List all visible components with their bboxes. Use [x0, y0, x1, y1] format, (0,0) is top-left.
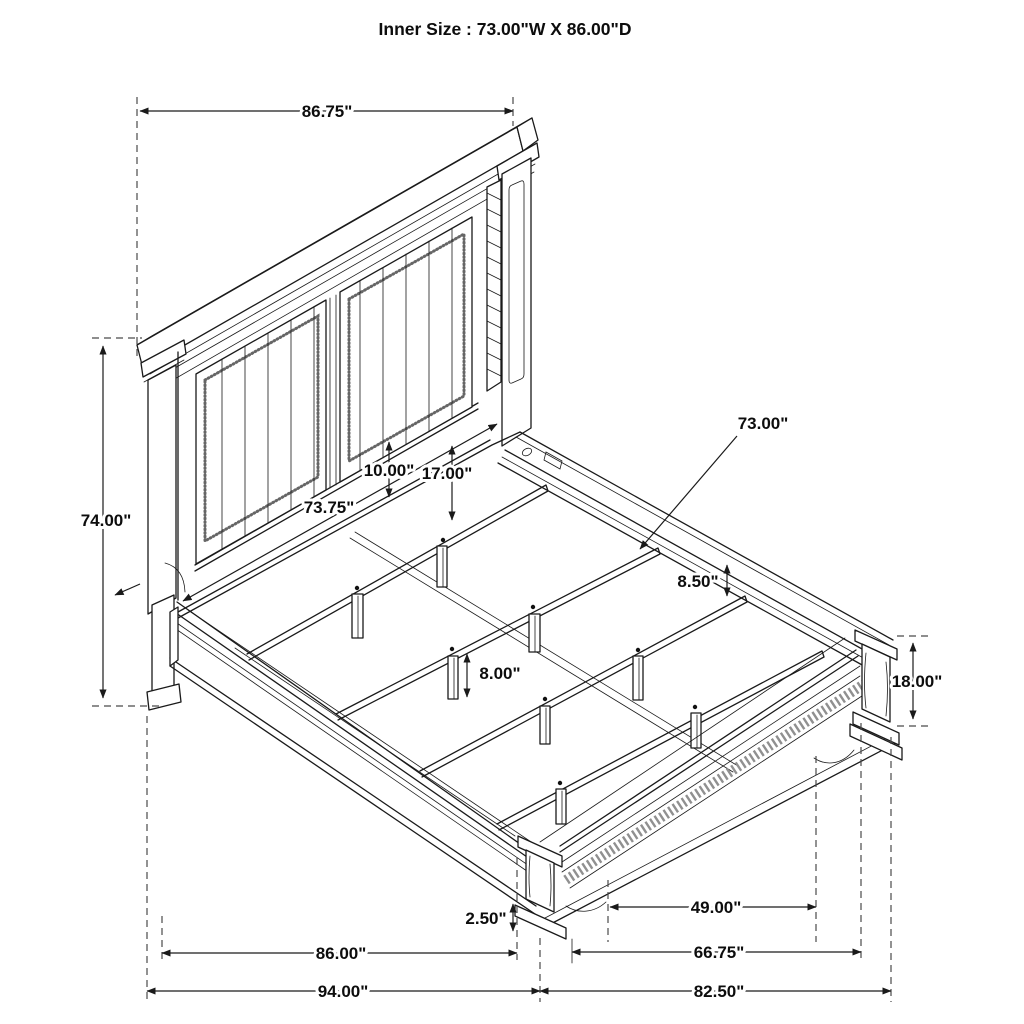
dim-label-overall-depth-right: 82.50" [693, 982, 745, 1001]
headboard-right-panel [340, 217, 472, 482]
dim-label-slat-width: 73.00" [737, 414, 789, 433]
dim-panel-to-slat-height [422, 446, 473, 520]
dim-label-headboard-inner-width: 73.75" [303, 498, 355, 517]
dim-label-overall-depth-left: 94.00" [317, 982, 369, 1001]
rope-column [487, 180, 501, 391]
dim-label-foot-base-height: 2.50" [465, 909, 507, 928]
dim-label-bottom-rail-height: 10.00" [363, 461, 415, 480]
dim-label-panel-to-slat-height: 17.00" [421, 464, 473, 483]
footboard-near-post [515, 836, 566, 939]
dim-overall-depth-right [540, 737, 891, 1002]
dim-label-headboard-height: 74.00" [80, 511, 132, 530]
headboard [137, 118, 539, 710]
dim-slat-width [640, 414, 788, 549]
footboard [515, 630, 902, 939]
headboard-left-panel [196, 300, 326, 564]
far-side-rail [498, 432, 893, 671]
footboard-bracket-far [814, 750, 854, 763]
dim-label-slat-leg-height: 8.00" [479, 664, 521, 683]
dim-label-side-rail-length: 86.00" [315, 944, 367, 963]
dim-label-footboard-height: 18.00" [891, 672, 943, 691]
headboard-left-post [148, 365, 176, 614]
dim-label-footboard-inner-span: 49.00" [690, 898, 742, 917]
assembly-arrow [115, 584, 140, 595]
dim-label-footboard-section-span: 66.75" [693, 943, 745, 962]
dim-label-headboard-width: 86.75" [301, 102, 353, 121]
footboard-far-post [850, 630, 902, 760]
dim-footboard-height [892, 636, 943, 726]
dim-slat-leg-height [467, 654, 521, 697]
near-rail-end-cap [170, 607, 178, 666]
dim-label-rail-to-slat-drop: 8.50" [677, 572, 719, 591]
headboard-right-post [502, 158, 531, 446]
slat-screw-dots [355, 538, 697, 785]
dim-foot-base-height [465, 904, 513, 931]
dim-side-rail-length [162, 858, 517, 963]
near-side-rail [170, 602, 546, 914]
rail-bolt-hole [521, 447, 533, 458]
slat-legs [352, 546, 701, 824]
page-title: Inner Size : 73.00"W X 86.00"D [378, 19, 632, 39]
